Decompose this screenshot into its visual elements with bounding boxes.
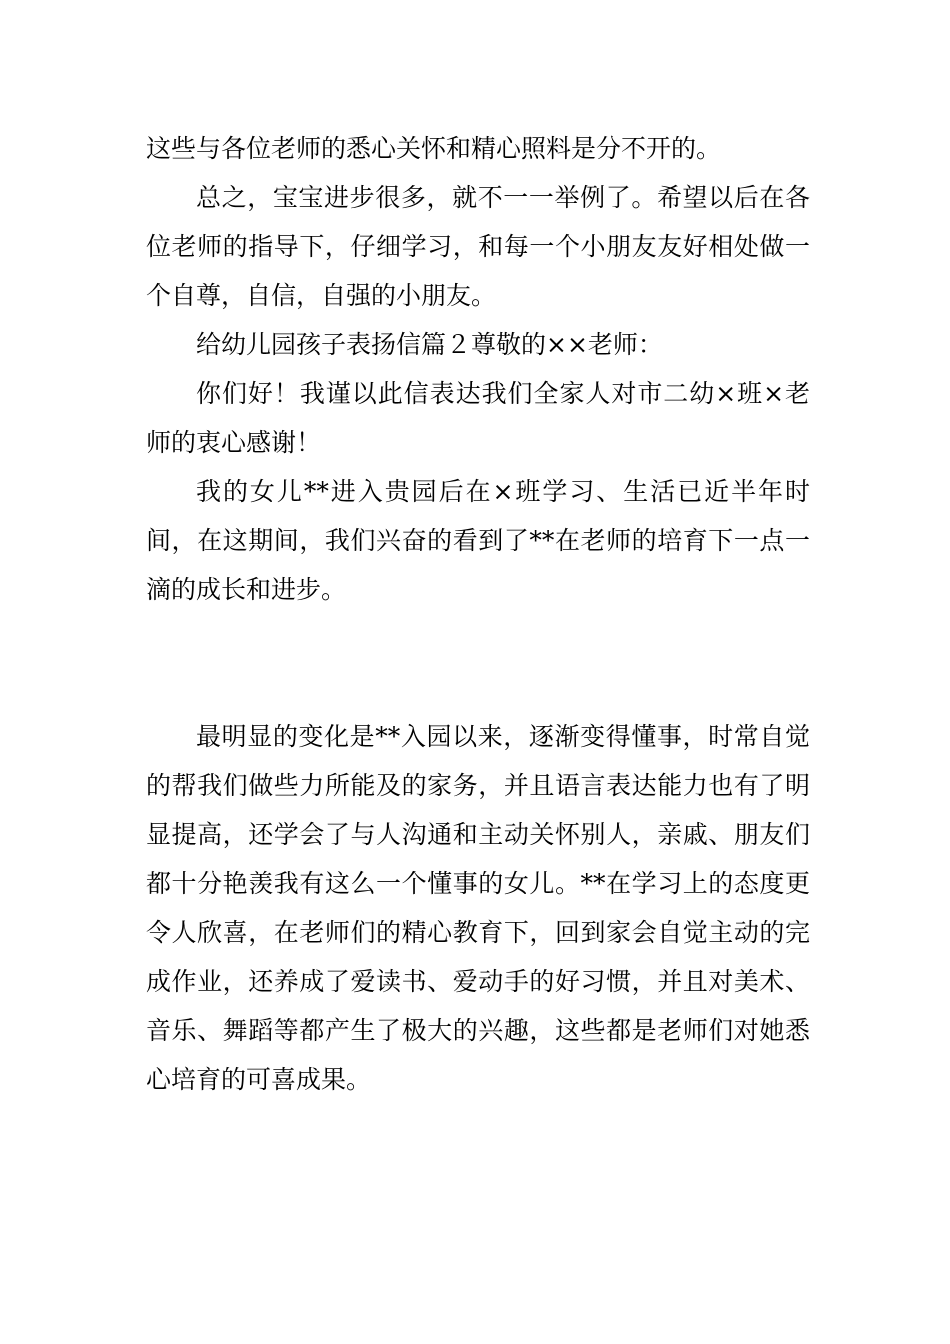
paragraph-6: 最明显的变化是**入园以来，逐渐变得懂事，时常自觉的帮我们做些力所能及的家务，并且语言表达能力也有了明显提高，还学会了与人沟通和主动关怀别人，亲戚、朋友们都十分艳羡我有这么一个懂事的女儿。**在学习上的态度更令人欣喜，在老师们的精心教育下，回到家会自觉主动的完成作业，还养成了爱读书、爱动手的好习惯，并且对美术、音乐、舞蹈等都产生了极大的兴趣，这些都是老师们对她悉心培育的可喜成果。 xyxy=(146,722,810,1094)
document-body xyxy=(146,124,810,1104)
paragraph-gap xyxy=(146,614,810,712)
paragraph-5: 我的女儿**进入贵园后在×班学习、生活已近半年时间，在这期间，我们兴奋的看到了**在老师的培育下一点一滴的成长和进步。 xyxy=(146,477,810,604)
paragraph-3-heading: 给幼儿园孩子表扬信篇２尊敬的××老师： xyxy=(196,330,663,359)
paragraph-4: 你们好！我谨以此信表达我们全家人对市二幼×班×老师的衷心感谢！ xyxy=(146,379,810,457)
paragraph-2: 总之，宝宝进步很多，就不一一举例了。希望以后在各位老师的指导下，仔细学习，和每一个小朋友友好相处做一个自尊，自信，自强的小朋友。 xyxy=(146,183,810,310)
paragraph-1: 这些与各位老师的悉心关怀和精心照料是分不开的。 xyxy=(146,134,722,163)
